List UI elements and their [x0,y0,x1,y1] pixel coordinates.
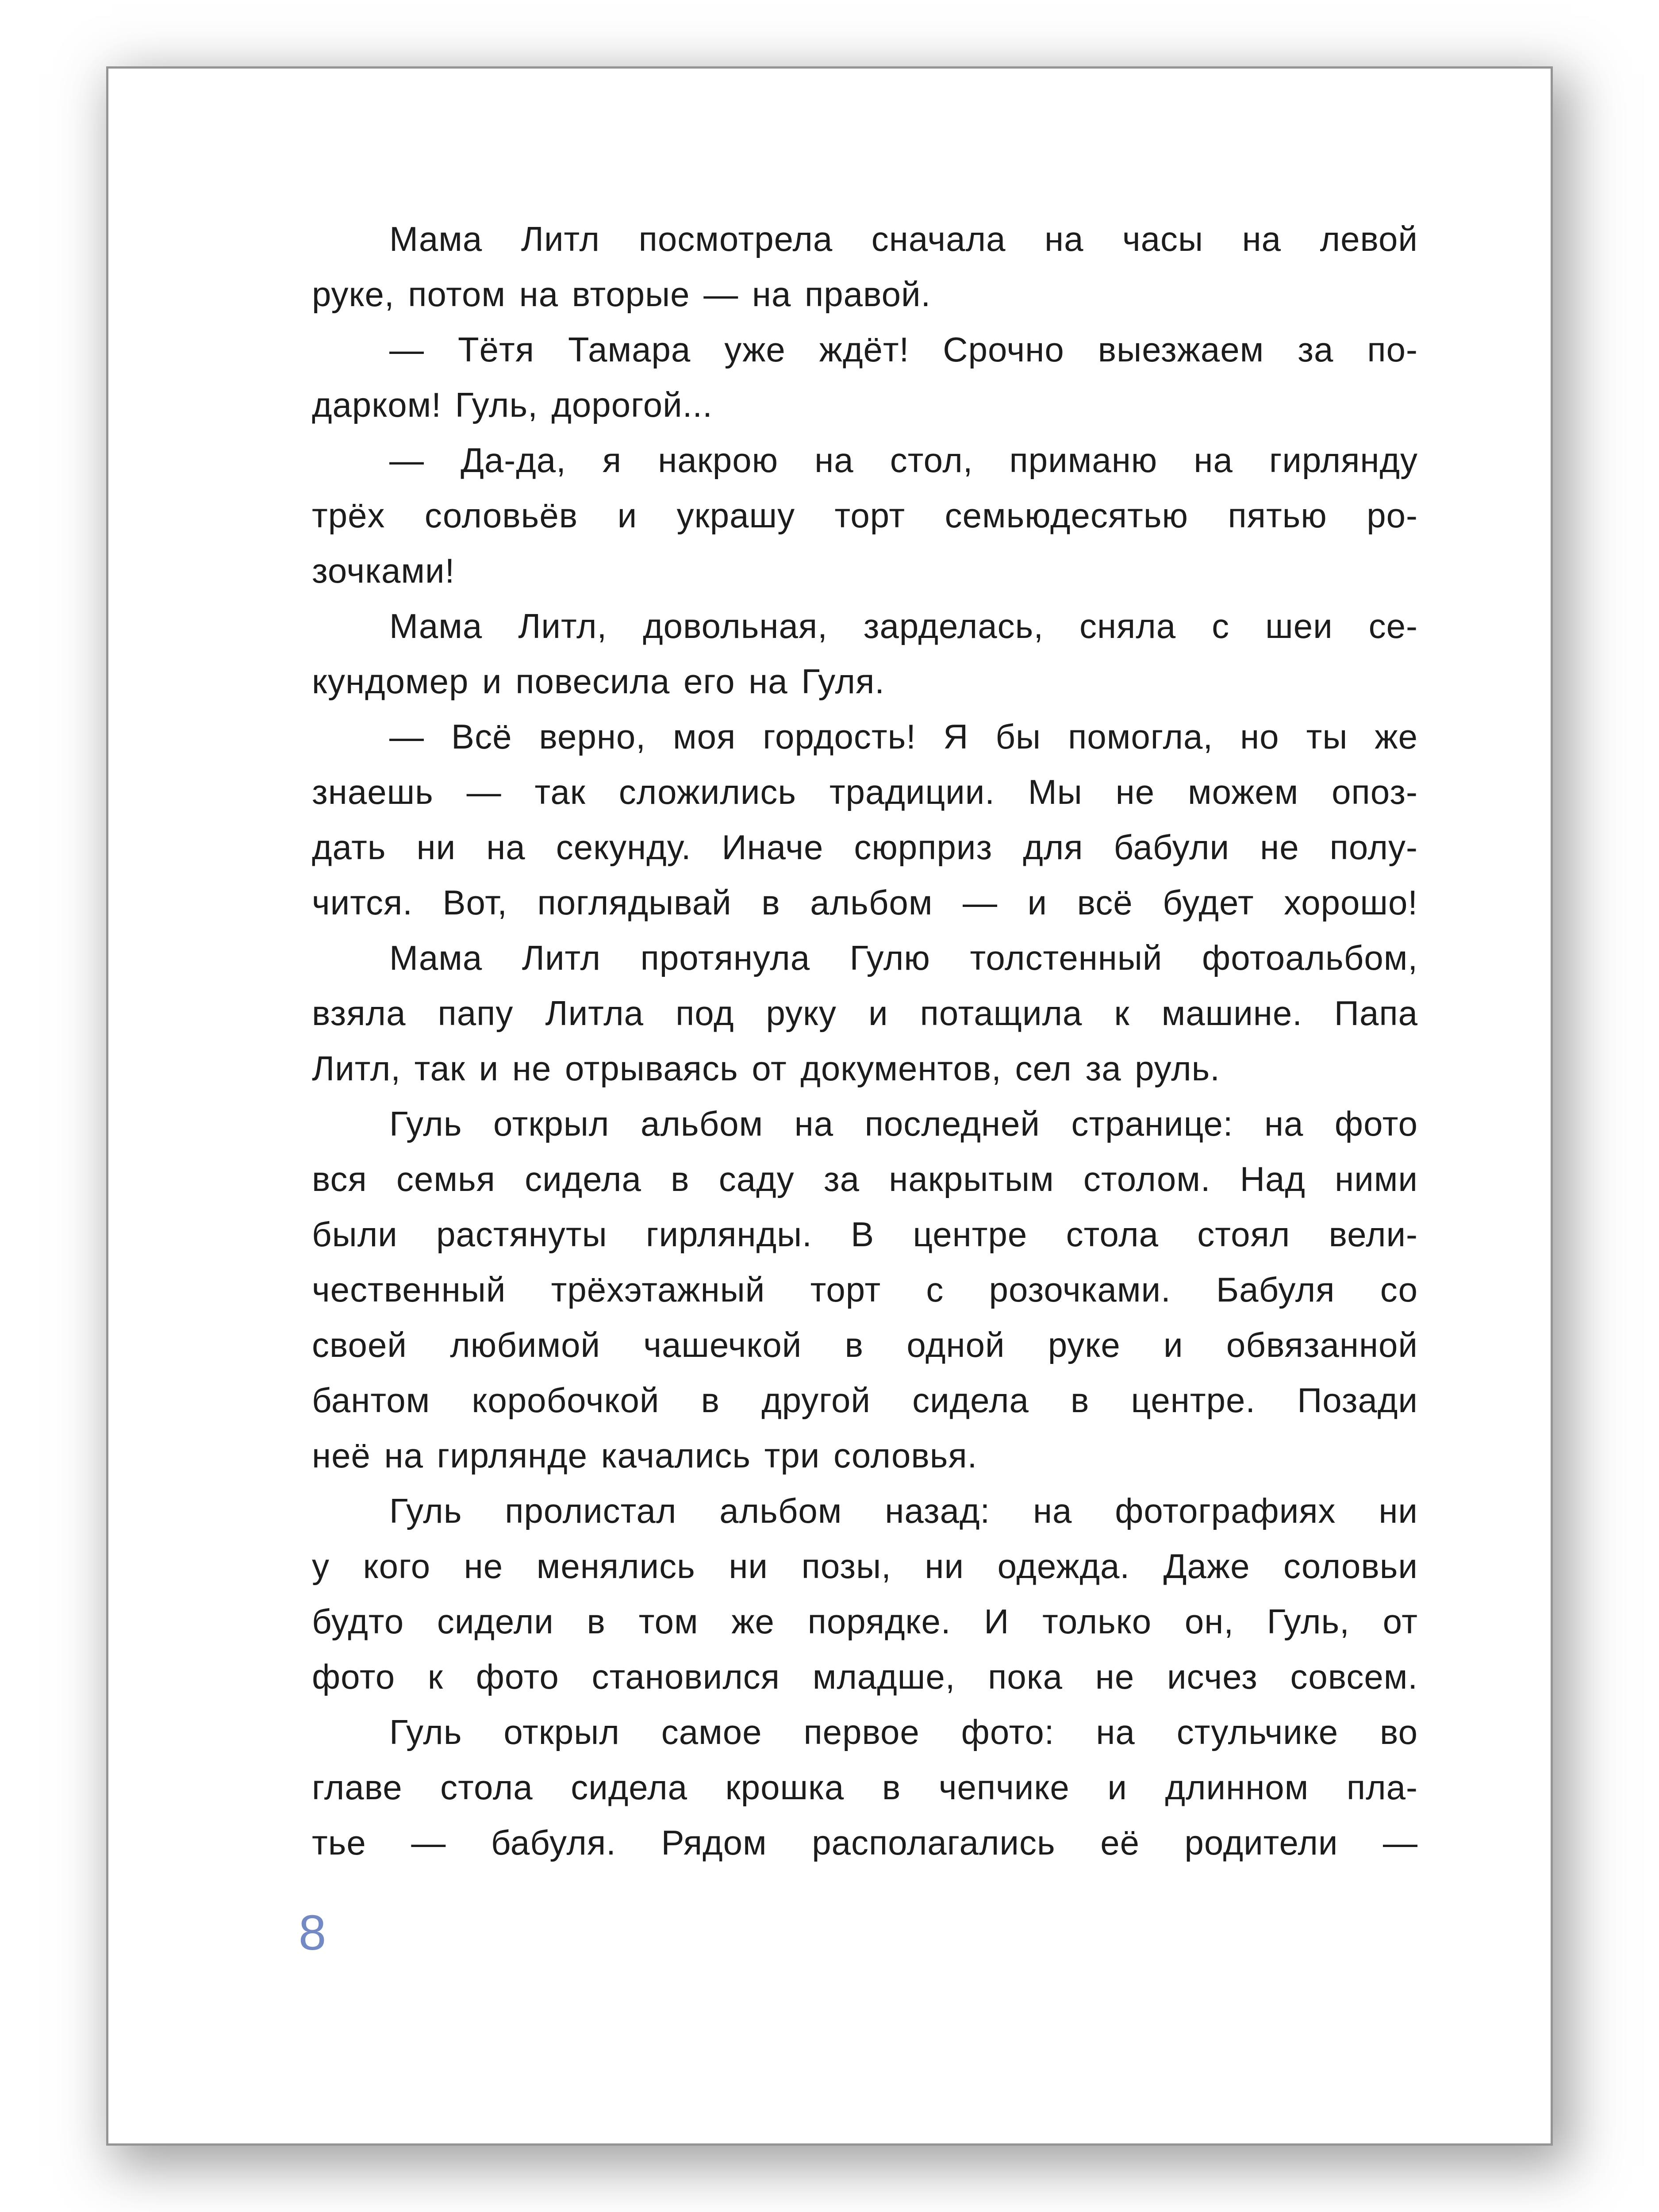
text-line: чится. Вот, поглядывай в альбом — и всё будет хорошо! [312,883,1418,922]
text-line: неё на гирлянде качались три соловья. [312,1436,978,1475]
paragraph [312,1096,1418,1483]
text-line: дарком! Гуль, дорогой... [312,385,713,424]
text-line: Гуль пролистал альбом назад: на фотографиях ни [389,1491,1418,1530]
text-line: своей любимой чашечкой в одной руке и обвязанной [312,1325,1418,1364]
book-page [106,66,1553,2146]
text-line: фото к фото становился младше, пока не исчез совсем. [312,1657,1418,1696]
paragraph [312,1483,1418,1705]
paragraph [312,211,1418,322]
text-line: кундомер и повесила его на Гуля. [312,662,885,701]
text-line: Мама Литл посмотрела сначала на часы на левой [389,219,1418,258]
text-line: дать ни на секунду. Иначе сюрприз для бабули не полу- [312,828,1418,867]
text-line: у кого не менялись ни позы, ни одежда. Даже соловьи [312,1547,1418,1586]
text-line: Гуль открыл самое первое фото: на стульчике во [389,1713,1418,1751]
text-line: вся семья сидела в саду за накрытым столом. Над ними [312,1160,1418,1198]
text-line: — Всё верно, моя гордость! Я бы помогла, но ты же [389,717,1418,756]
text-line: Мама Литл протянула Гулю толстенный фотоальбом, [389,938,1418,977]
page-number: 8 [299,1905,326,1960]
text-line: Мама Литл, довольная, зарделась, сняла с шеи се- [389,607,1418,645]
paragraph [312,322,1418,433]
text-line: — Да-да, я накрою на стол, приманю на гирлянду [389,441,1418,480]
text-line: зочками! [312,551,455,590]
text-line: чественный трёхэтажный торт с розочками. Бабуля со [312,1270,1418,1309]
text-line: Гуль открыл альбом на последней странице: на фото [389,1104,1418,1143]
text-line: были растянуты гирлянды. В центре стола стоял вели- [312,1215,1418,1254]
paragraph [312,433,1418,599]
text-line: главе стола сидела крошка в чепчике и длинном пла- [312,1768,1418,1807]
text-block [312,211,1418,1870]
paragraph [312,599,1418,709]
text-line: руке, потом на вторые — на правой. [312,275,931,314]
text-line: взяла папу Литла под руку и потащила к машине. Папа [312,994,1418,1033]
paragraph [312,1705,1418,1870]
text-line: бантом коробочкой в другой сидела в центре. Позади [312,1381,1418,1420]
text-line: тье — бабуля. Рядом располагались её родители — [312,1823,1418,1862]
text-line: Литл, так и не отрываясь от документов, сел за руль. [312,1049,1220,1088]
paragraph [312,709,1418,930]
text-line: будто сидели в том же порядке. И только он, Гуль, от [312,1602,1418,1641]
text-line: трёх соловьёв и украшу торт семьюдесятью пятью ро- [312,496,1418,535]
text-line: знаешь — так сложились традиции. Мы не можем опоз- [312,772,1418,811]
text-line: — Тётя Тамара уже ждёт! Срочно выезжаем за по- [389,330,1418,369]
paragraph [312,930,1418,1096]
